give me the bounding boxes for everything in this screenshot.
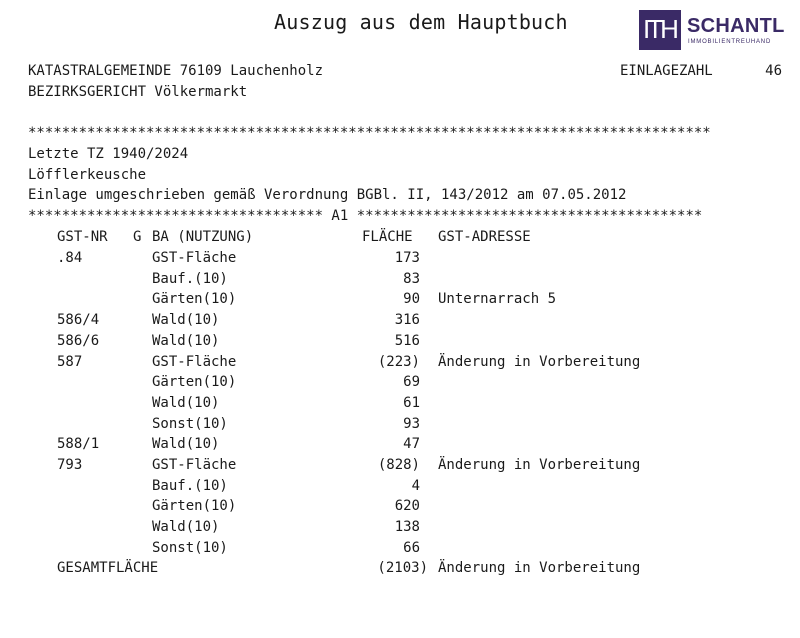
cell-flaeche: 47 [403, 436, 420, 453]
cell-gst-nr: .84 [57, 250, 83, 266]
table-row [0, 393, 800, 413]
separator-line: ********************************************************************************* [28, 125, 711, 141]
cell-ba: GST-Fläche [152, 250, 237, 266]
cell-flaeche: 66 [403, 539, 420, 556]
cell-ba: Sonst(10) [152, 415, 228, 432]
cell-ba: GST-Fläche [152, 457, 237, 473]
cell-flaeche: 69 [403, 374, 420, 391]
table-row [0, 372, 800, 392]
table-row [0, 455, 800, 475]
header-adresse: GST-ADRESSE [438, 229, 531, 245]
table-row [0, 496, 800, 516]
cell-ba: Sonst(10) [152, 539, 228, 556]
einlagezahl-label: EINLAGEZAHL [620, 63, 713, 79]
cell-ba: Wald(10) [152, 312, 220, 329]
cell-gst-nr: 586/6 [57, 332, 100, 349]
cell-flaeche: 83 [403, 270, 420, 287]
property-name: Löfflerkeusche [28, 167, 147, 183]
cell-flaeche: 620 [394, 498, 420, 515]
cell-ba: Gärten(10) [152, 291, 237, 308]
katastralgemeinde: KATASTRALGEMEINDE 76109 Lauchenholz [28, 63, 324, 79]
table-header [0, 227, 800, 247]
total-adresse: Änderung in Vorbereitung [438, 560, 641, 576]
cell-gst-nr: 793 [57, 457, 83, 473]
table-row [0, 517, 800, 537]
table-row [0, 289, 800, 309]
cell-ba: Wald(10) [152, 519, 220, 536]
table-row [0, 310, 800, 330]
einlage-note: Einlage umgeschrieben gemäß Verordnung BGBl. II, 143/2012 am 07.05.2012 [28, 187, 627, 203]
table-row [0, 248, 800, 268]
document-title: Auszug aus dem Hauptbuch [274, 10, 568, 34]
cell-flaeche: 90 [403, 291, 420, 308]
total-row [0, 558, 800, 578]
header-flaeche: FLÄCHE [362, 229, 413, 245]
cell-flaeche: 61 [403, 394, 420, 411]
cell-adresse: Änderung in Vorbereitung [438, 457, 641, 473]
cell-ba: Wald(10) [152, 436, 220, 453]
cell-ba: Gärten(10) [152, 498, 237, 515]
cell-ba: Gärten(10) [152, 374, 237, 391]
cell-flaeche: 173 [394, 250, 420, 266]
cell-ba: Bauf.(10) [152, 270, 228, 287]
header-gst-nr: GST-NR [57, 229, 108, 245]
einlagezahl-value: 46 [765, 63, 782, 79]
logo-subtitle: IMMOBILIENTREUHAND [688, 39, 772, 45]
cell-flaeche: 4 [411, 477, 420, 494]
cell-flaeche: 93 [403, 415, 420, 432]
table-row [0, 331, 800, 351]
cell-flaeche: 316 [394, 312, 420, 329]
cell-gst-nr: 586/4 [57, 312, 100, 329]
table-row [0, 352, 800, 372]
logo-name: SCHANTL [687, 15, 785, 37]
cell-gst-nr: 588/1 [57, 436, 100, 453]
cell-ba: Wald(10) [152, 394, 220, 411]
cell-ba: GST-Fläche [152, 353, 237, 370]
company-logo [639, 10, 799, 50]
cell-adresse: Unternarrach 5 [438, 291, 557, 308]
table-row [0, 434, 800, 454]
table-row [0, 538, 800, 558]
cell-flaeche: 138 [394, 519, 420, 536]
cell-flaeche: (223) [377, 353, 420, 370]
table-row [0, 414, 800, 434]
cell-gst-nr: 587 [57, 353, 83, 370]
letzte-tz: Letzte TZ 1940/2024 [28, 146, 189, 162]
header-g: G [133, 229, 142, 245]
logo-mark: ITH [639, 10, 681, 50]
total-flaeche: (2103) [377, 560, 428, 576]
cell-flaeche: (828) [377, 457, 420, 473]
cell-adresse: Änderung in Vorbereitung [438, 353, 641, 370]
header-ba: BA (NUTZUNG) [152, 229, 254, 245]
cell-ba: Bauf.(10) [152, 477, 228, 494]
cell-ba: Wald(10) [152, 332, 220, 349]
section-separator-a1: *********************************** A1 ***************************************** [28, 208, 703, 224]
table-row [0, 476, 800, 496]
total-label: GESAMTFLÄCHE [57, 560, 159, 576]
cell-flaeche: 516 [394, 332, 420, 349]
bezirksgericht: BEZIRKSGERICHT Völkermarkt [28, 84, 248, 100]
table-row [0, 269, 800, 289]
